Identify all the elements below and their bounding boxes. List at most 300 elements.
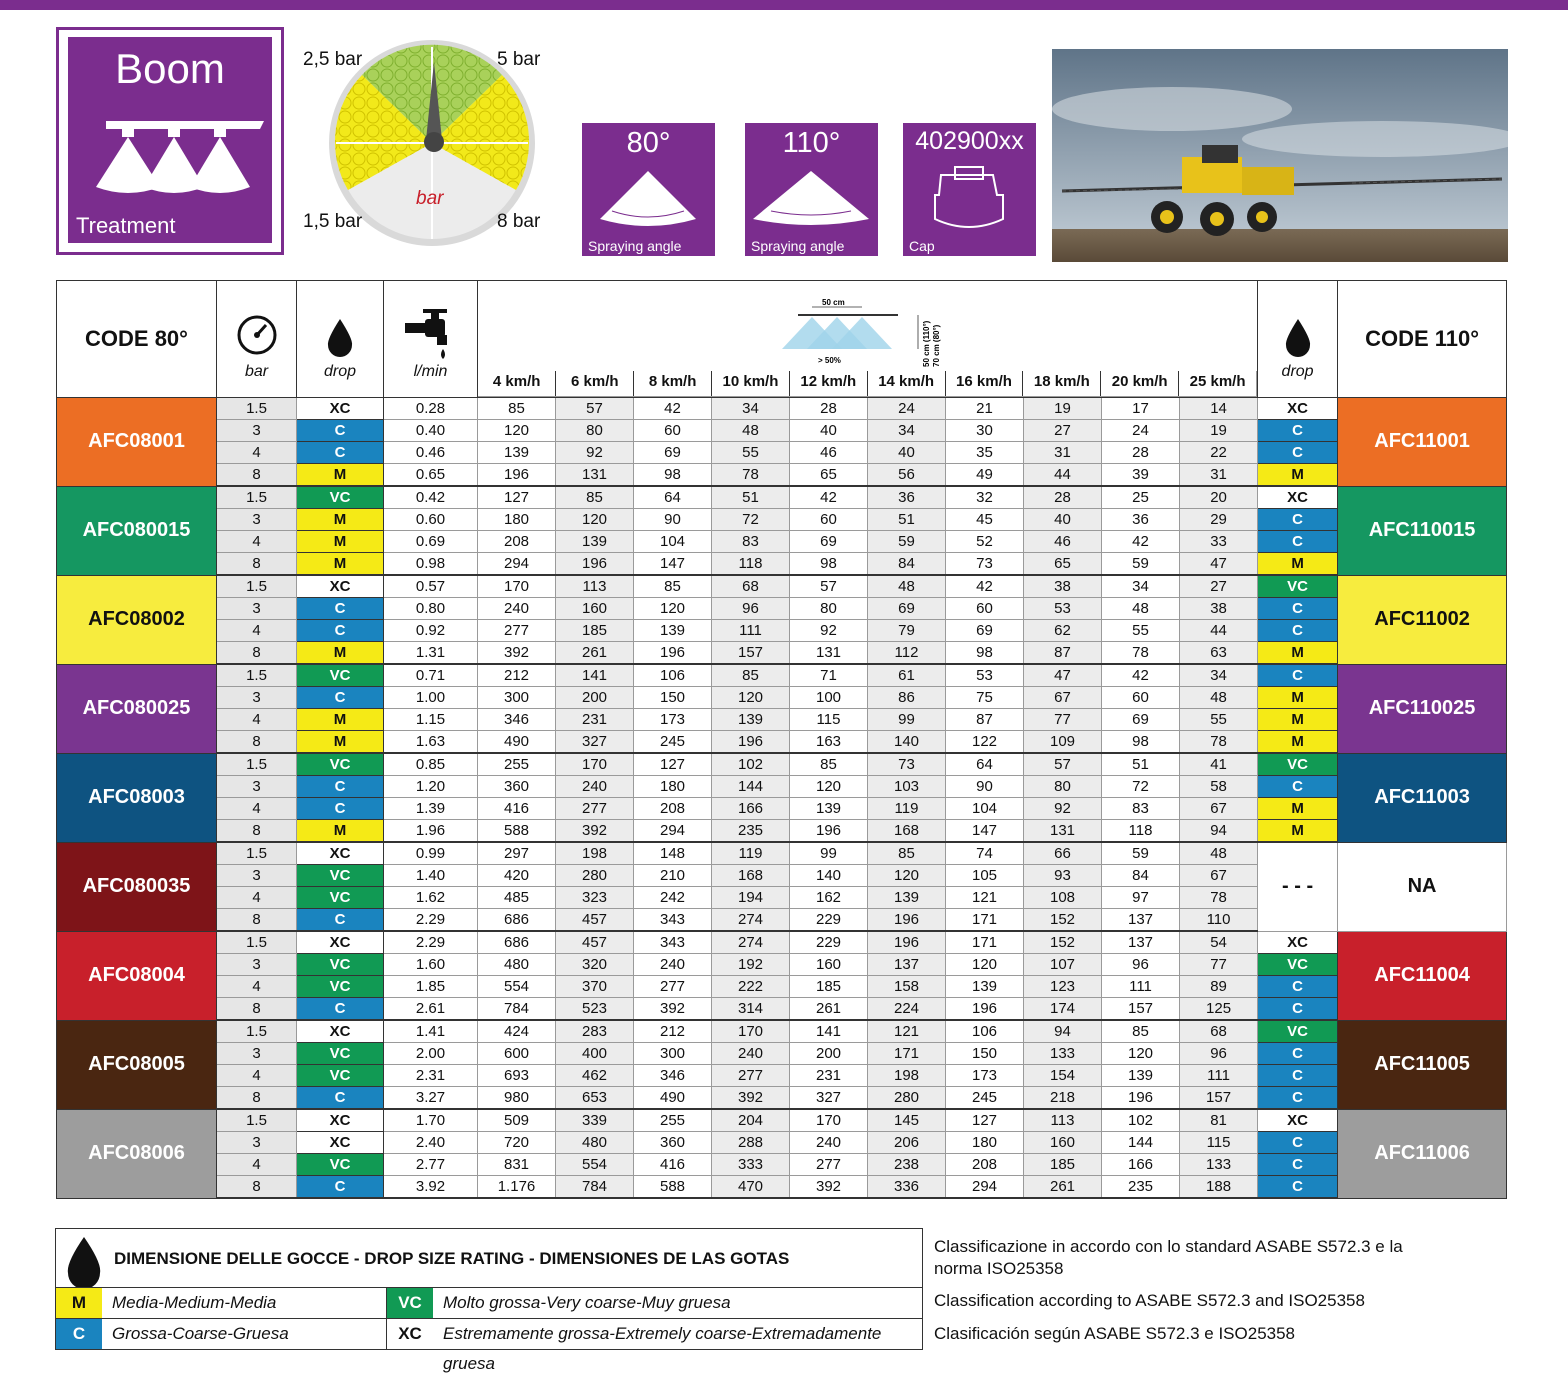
spray-angle-80-label: Spraying angle bbox=[588, 238, 682, 254]
application-rate-cell: 118 bbox=[712, 553, 790, 576]
code-110-header: CODE 110° bbox=[1338, 281, 1507, 398]
application-rate-cell: 89 bbox=[1180, 976, 1258, 998]
application-rate-cell: 294 bbox=[946, 1176, 1024, 1199]
application-rate-cell: 255 bbox=[478, 753, 556, 776]
application-rate-cell: 288 bbox=[712, 1132, 790, 1154]
application-rate-cell: 31 bbox=[1024, 442, 1102, 464]
application-rate-cell: 127 bbox=[478, 486, 556, 509]
legend-medium bbox=[56, 1287, 386, 1318]
application-rate-cell: 102 bbox=[712, 753, 790, 776]
application-rate-cell: 35 bbox=[946, 442, 1024, 464]
flow-rate-cell: 0.28 bbox=[384, 398, 478, 420]
application-rate-cell: 240 bbox=[790, 1132, 868, 1154]
application-rate-cell: 99 bbox=[868, 709, 946, 731]
nozzle-code-80: AFC08005 bbox=[57, 1020, 217, 1109]
application-rate-cell: 980 bbox=[478, 1087, 556, 1110]
gauge-label-2-5bar: 2,5 bar bbox=[303, 49, 363, 70]
gauge-icon bbox=[232, 313, 282, 357]
application-rate-cell: 57 bbox=[1024, 753, 1102, 776]
pressure-cell: 1.5 bbox=[217, 664, 297, 687]
pressure-cell: 3 bbox=[217, 1043, 297, 1065]
legend-medium-text: Media-Medium-Media bbox=[112, 1293, 277, 1312]
application-rate-cell: 392 bbox=[634, 998, 712, 1021]
application-rate-cell: 54 bbox=[1180, 931, 1258, 954]
application-rate-cell: 200 bbox=[556, 687, 634, 709]
pressure-cell: 3 bbox=[217, 865, 297, 887]
drop-size-110-na: - - - bbox=[1258, 842, 1338, 931]
drop-size-80-cell: XC bbox=[297, 398, 384, 420]
application-rate-cell: 277 bbox=[556, 798, 634, 820]
application-rate-cell: 174 bbox=[1024, 998, 1102, 1021]
pressure-gauge bbox=[296, 40, 560, 255]
application-rate-cell: 127 bbox=[634, 753, 712, 776]
pressure-cell: 3 bbox=[217, 687, 297, 709]
flow-rate-cell: 0.99 bbox=[384, 842, 478, 865]
application-rate-cell: 462 bbox=[556, 1065, 634, 1087]
table-row bbox=[57, 709, 1507, 731]
drop-110-column-header bbox=[1258, 281, 1338, 398]
application-rate-cell: 693 bbox=[478, 1065, 556, 1087]
spacing-label: 50 cm bbox=[821, 298, 845, 307]
drop-size-80-cell: M bbox=[297, 709, 384, 731]
application-rate-cell: 93 bbox=[1024, 865, 1102, 887]
drop-size-110-cell: M bbox=[1258, 731, 1338, 754]
application-rate-cell: 28 bbox=[790, 398, 868, 420]
drop-size-110-cell: M bbox=[1258, 820, 1338, 843]
drop-size-80-cell: VC bbox=[297, 664, 384, 687]
application-rate-cell: 416 bbox=[634, 1154, 712, 1176]
application-rate-cell: 87 bbox=[1024, 642, 1102, 665]
application-rate-cell: 94 bbox=[1180, 820, 1258, 843]
application-rate-cell: 42 bbox=[790, 486, 868, 509]
application-rate-cell: 115 bbox=[1180, 1132, 1258, 1154]
application-rate-cell: 19 bbox=[1024, 398, 1102, 420]
application-rate-cell: 84 bbox=[868, 553, 946, 576]
application-rate-cell: 245 bbox=[946, 1087, 1024, 1110]
application-rate-cell: 240 bbox=[556, 776, 634, 798]
nozzle-code-110: AFC11002 bbox=[1338, 575, 1507, 664]
table-row bbox=[57, 531, 1507, 553]
application-rate-cell: 480 bbox=[478, 954, 556, 976]
application-rate-cell: 196 bbox=[790, 820, 868, 843]
application-rate-cell: 192 bbox=[712, 954, 790, 976]
table-row bbox=[57, 998, 1507, 1021]
application-rate-cell: 80 bbox=[790, 598, 868, 620]
application-rate-cell: 416 bbox=[478, 798, 556, 820]
application-rate-cell: 294 bbox=[634, 820, 712, 843]
application-rate-cell: 51 bbox=[868, 509, 946, 531]
application-rate-cell: 44 bbox=[1024, 464, 1102, 487]
application-rate-cell: 231 bbox=[556, 709, 634, 731]
speed-16: 16 km/h bbox=[945, 371, 1023, 397]
nozzle-flow-table bbox=[56, 280, 1507, 1199]
legend-extremely-coarse-key: XC bbox=[398, 1324, 422, 1343]
application-rate-cell: 72 bbox=[712, 509, 790, 531]
application-rate-cell: 122 bbox=[946, 731, 1024, 754]
application-rate-cell: 98 bbox=[634, 464, 712, 487]
application-rate-cell: 160 bbox=[1024, 1132, 1102, 1154]
application-rate-cell: 55 bbox=[1180, 709, 1258, 731]
application-rate-cell: 210 bbox=[634, 865, 712, 887]
application-rate-cell: 240 bbox=[712, 1043, 790, 1065]
application-rate-cell: 69 bbox=[634, 442, 712, 464]
application-rate-cell: 69 bbox=[1102, 709, 1180, 731]
pressure-cell: 3 bbox=[217, 509, 297, 531]
application-rate-cell: 208 bbox=[946, 1154, 1024, 1176]
application-rate-cell: 46 bbox=[1024, 531, 1102, 553]
application-rate-cell: 152 bbox=[1024, 931, 1102, 954]
application-rate-cell: 346 bbox=[634, 1065, 712, 1087]
application-rate-cell: 686 bbox=[478, 931, 556, 954]
application-rate-cell: 47 bbox=[1180, 553, 1258, 576]
application-rate-cell: 96 bbox=[1180, 1043, 1258, 1065]
pressure-cell: 8 bbox=[217, 1176, 297, 1199]
spray-angle-110-label: Spraying angle bbox=[751, 238, 845, 254]
speed-18: 18 km/h bbox=[1023, 371, 1101, 397]
drop-size-80-cell: XC bbox=[297, 1132, 384, 1154]
drop-size-80-cell: M bbox=[297, 464, 384, 487]
application-rate-cell: 166 bbox=[1102, 1154, 1180, 1176]
application-rate-cell: 245 bbox=[634, 731, 712, 754]
application-rate-cell: 1.176 bbox=[478, 1176, 556, 1199]
application-rate-cell: 185 bbox=[1024, 1154, 1102, 1176]
application-rate-cell: 212 bbox=[634, 1020, 712, 1043]
flow-rate-cell: 2.31 bbox=[384, 1065, 478, 1087]
application-rate-cell: 59 bbox=[1102, 842, 1180, 865]
application-rate-cell: 64 bbox=[634, 486, 712, 509]
application-rate-cell: 40 bbox=[790, 420, 868, 442]
application-rate-cell: 33 bbox=[1180, 531, 1258, 553]
speed-14: 14 km/h bbox=[867, 371, 945, 397]
application-rate-cell: 255 bbox=[634, 1109, 712, 1132]
nozzle-code-80: AFC08003 bbox=[57, 753, 217, 842]
drop-size-110-cell: M bbox=[1258, 798, 1338, 820]
application-rate-cell: 61 bbox=[868, 664, 946, 687]
application-rate-cell: 25 bbox=[1102, 486, 1180, 509]
application-rate-cell: 168 bbox=[712, 865, 790, 887]
application-rate-cell: 41 bbox=[1180, 753, 1258, 776]
gauge-label-8bar: 8 bar bbox=[497, 211, 541, 232]
application-rate-cell: 85 bbox=[790, 753, 868, 776]
nozzle-code-80: AFC08001 bbox=[57, 398, 217, 487]
application-rate-cell: 400 bbox=[556, 1043, 634, 1065]
overlap-label: > 50% bbox=[817, 356, 841, 365]
nozzle-code-110: AFC11006 bbox=[1338, 1109, 1507, 1198]
application-rate-cell: 90 bbox=[946, 776, 1024, 798]
application-rate-cell: 600 bbox=[478, 1043, 556, 1065]
nozzle-code-110: AFC110015 bbox=[1338, 486, 1507, 575]
application-rate-cell: 77 bbox=[1024, 709, 1102, 731]
application-rate-cell: 30 bbox=[946, 420, 1024, 442]
drop-size-80-cell: C bbox=[297, 1176, 384, 1199]
application-rate-cell: 141 bbox=[790, 1020, 868, 1043]
application-rate-cell: 34 bbox=[1102, 575, 1180, 598]
flow-rate-cell: 0.57 bbox=[384, 575, 478, 598]
drop-size-110-cell: C bbox=[1258, 1132, 1338, 1154]
application-rate-cell: 67 bbox=[1180, 798, 1258, 820]
flow-rate-cell: 1.31 bbox=[384, 642, 478, 665]
application-rate-cell: 59 bbox=[868, 531, 946, 553]
application-rate-cell: 831 bbox=[478, 1154, 556, 1176]
drop-size-110-cell: M bbox=[1258, 709, 1338, 731]
application-rate-cell: 118 bbox=[1102, 820, 1180, 843]
application-rate-cell: 92 bbox=[556, 442, 634, 464]
application-rate-cell: 69 bbox=[790, 531, 868, 553]
application-rate-cell: 38 bbox=[1180, 598, 1258, 620]
legend-coarse-text: Grossa-Coarse-Gruesa bbox=[112, 1324, 289, 1343]
flow-rate-cell: 2.29 bbox=[384, 931, 478, 954]
application-rate-cell: 119 bbox=[868, 798, 946, 820]
application-rate-cell: 121 bbox=[946, 887, 1024, 909]
table-row bbox=[57, 575, 1507, 598]
application-rate-cell: 170 bbox=[556, 753, 634, 776]
application-rate-cell: 261 bbox=[790, 998, 868, 1021]
application-rate-cell: 98 bbox=[946, 642, 1024, 665]
application-rate-cell: 80 bbox=[1024, 776, 1102, 798]
table-row bbox=[57, 687, 1507, 709]
drop-size-80-cell: VC bbox=[297, 865, 384, 887]
drop-size-80-cell: XC bbox=[297, 575, 384, 598]
application-rate-cell: 17 bbox=[1102, 398, 1180, 420]
pressure-cell: 1.5 bbox=[217, 486, 297, 509]
application-rate-cell: 84 bbox=[1102, 865, 1180, 887]
application-rate-cell: 200 bbox=[790, 1043, 868, 1065]
application-rate-cell: 59 bbox=[1102, 553, 1180, 576]
table-row bbox=[57, 798, 1507, 820]
application-rate-cell: 163 bbox=[790, 731, 868, 754]
application-rate-cell: 196 bbox=[868, 931, 946, 954]
spray-angle-80-tile bbox=[582, 123, 715, 256]
application-rate-cell: 28 bbox=[1102, 442, 1180, 464]
drop-size-110-cell: XC bbox=[1258, 931, 1338, 954]
drop-size-80-cell: M bbox=[297, 553, 384, 576]
application-rate-cell: 180 bbox=[634, 776, 712, 798]
table-row bbox=[57, 642, 1507, 665]
application-rate-cell: 588 bbox=[478, 820, 556, 843]
application-rate-cell: 360 bbox=[634, 1132, 712, 1154]
nozzle-code-80: AFC080015 bbox=[57, 486, 217, 575]
application-rate-cell: 60 bbox=[634, 420, 712, 442]
application-rate-cell: 36 bbox=[1102, 509, 1180, 531]
drop-size-110-cell: M bbox=[1258, 464, 1338, 487]
application-rate-cell: 120 bbox=[946, 954, 1024, 976]
application-rate-cell: 784 bbox=[478, 998, 556, 1021]
application-rate-cell: 48 bbox=[868, 575, 946, 598]
application-rate-cell: 139 bbox=[946, 976, 1024, 998]
table-row bbox=[57, 553, 1507, 576]
table-row bbox=[57, 664, 1507, 687]
application-rate-cell: 120 bbox=[712, 687, 790, 709]
application-rate-cell: 131 bbox=[790, 642, 868, 665]
speed-columns-header bbox=[478, 281, 1258, 398]
nozzle-code-80: AFC08006 bbox=[57, 1109, 217, 1198]
application-rate-cell: 45 bbox=[946, 509, 1024, 531]
application-rate-cell: 173 bbox=[634, 709, 712, 731]
application-rate-cell: 69 bbox=[946, 620, 1024, 642]
drop-size-110-cell: C bbox=[1258, 420, 1338, 442]
application-rate-cell: 123 bbox=[1024, 976, 1102, 998]
flow-rate-cell: 1.00 bbox=[384, 687, 478, 709]
application-rate-cell: 185 bbox=[790, 976, 868, 998]
application-rate-cell: 277 bbox=[790, 1154, 868, 1176]
flow-rate-cell: 1.63 bbox=[384, 731, 478, 754]
application-rate-cell: 112 bbox=[868, 642, 946, 665]
boom-treatment-tile bbox=[56, 27, 284, 255]
application-rate-cell: 24 bbox=[868, 398, 946, 420]
application-rate-cell: 48 bbox=[1102, 598, 1180, 620]
application-rate-cell: 196 bbox=[1102, 1087, 1180, 1110]
flow-rate-cell: 1.70 bbox=[384, 1109, 478, 1132]
application-rate-cell: 42 bbox=[1102, 664, 1180, 687]
application-rate-cell: 485 bbox=[478, 887, 556, 909]
flow-rate-cell: 0.85 bbox=[384, 753, 478, 776]
application-rate-cell: 229 bbox=[790, 909, 868, 932]
drop-size-110-cell: XC bbox=[1258, 1109, 1338, 1132]
flow-rate-cell: 0.42 bbox=[384, 486, 478, 509]
cap-tile bbox=[903, 123, 1036, 256]
table-row bbox=[57, 1065, 1507, 1087]
drop-size-80-cell: M bbox=[297, 531, 384, 553]
application-rate-cell: 370 bbox=[556, 976, 634, 998]
application-rate-cell: 96 bbox=[1102, 954, 1180, 976]
table-row bbox=[57, 1176, 1507, 1199]
code-80-header: CODE 80° bbox=[57, 281, 217, 398]
pressure-cell: 8 bbox=[217, 642, 297, 665]
pressure-cell: 4 bbox=[217, 1065, 297, 1087]
table-row bbox=[57, 1109, 1507, 1132]
application-rate-cell: 106 bbox=[634, 664, 712, 687]
flow-rate-cell: 1.39 bbox=[384, 798, 478, 820]
table-row bbox=[57, 486, 1507, 509]
application-rate-cell: 65 bbox=[1024, 553, 1102, 576]
table-row bbox=[57, 1132, 1507, 1154]
application-rate-cell: 171 bbox=[946, 909, 1024, 932]
drop-size-110-cell: C bbox=[1258, 1087, 1338, 1110]
application-rate-cell: 196 bbox=[634, 642, 712, 665]
application-rate-cell: 111 bbox=[712, 620, 790, 642]
application-rate-cell: 294 bbox=[478, 553, 556, 576]
application-rate-cell: 113 bbox=[556, 575, 634, 598]
flow-rate-cell: 2.40 bbox=[384, 1132, 478, 1154]
lmin-column-header bbox=[384, 281, 478, 398]
spray-fan-110-icon bbox=[745, 123, 878, 256]
application-rate-cell: 105 bbox=[946, 865, 1024, 887]
table-row bbox=[57, 731, 1507, 754]
flow-rate-cell: 3.92 bbox=[384, 1176, 478, 1199]
gauge-label-5bar: 5 bar bbox=[497, 49, 541, 70]
application-rate-cell: 65 bbox=[790, 464, 868, 487]
application-rate-cell: 261 bbox=[556, 642, 634, 665]
application-rate-cell: 168 bbox=[868, 820, 946, 843]
drop-size-80-cell: C bbox=[297, 798, 384, 820]
cap-code: 402900xx bbox=[915, 127, 1024, 155]
flow-rate-cell: 1.15 bbox=[384, 709, 478, 731]
application-rate-cell: 86 bbox=[868, 687, 946, 709]
speed-25: 25 km/h bbox=[1179, 371, 1257, 397]
application-rate-cell: 19 bbox=[1180, 420, 1258, 442]
application-rate-cell: 87 bbox=[946, 709, 1024, 731]
application-rate-cell: 240 bbox=[634, 954, 712, 976]
legend-coarse bbox=[56, 1318, 386, 1349]
application-rate-cell: 60 bbox=[946, 598, 1024, 620]
application-rate-cell: 60 bbox=[790, 509, 868, 531]
application-rate-cell: 139 bbox=[634, 620, 712, 642]
legend-very-coarse bbox=[386, 1287, 923, 1318]
application-rate-cell: 72 bbox=[1102, 776, 1180, 798]
application-rate-cell: 392 bbox=[556, 820, 634, 843]
application-rate-cell: 120 bbox=[556, 509, 634, 531]
application-rate-cell: 78 bbox=[1102, 642, 1180, 665]
application-rate-cell: 63 bbox=[1180, 642, 1258, 665]
application-rate-cell: 83 bbox=[712, 531, 790, 553]
drop-size-110-cell: M bbox=[1258, 642, 1338, 665]
application-rate-cell: 523 bbox=[556, 998, 634, 1021]
drop-size-110-cell: VC bbox=[1258, 575, 1338, 598]
pressure-cell: 4 bbox=[217, 1154, 297, 1176]
drop-size-80-cell: XC bbox=[297, 1020, 384, 1043]
application-rate-cell: 133 bbox=[1180, 1154, 1258, 1176]
application-rate-cell: 162 bbox=[790, 887, 868, 909]
drop-icon bbox=[325, 317, 355, 357]
nozzle-code-110: AFC11005 bbox=[1338, 1020, 1507, 1109]
application-rate-cell: 157 bbox=[712, 642, 790, 665]
application-rate-cell: 97 bbox=[1102, 887, 1180, 909]
sprayer-tractor-image bbox=[1052, 49, 1508, 262]
drop-size-110-cell: VC bbox=[1258, 954, 1338, 976]
application-rate-cell: 196 bbox=[556, 553, 634, 576]
application-rate-cell: 85 bbox=[868, 842, 946, 865]
application-rate-cell: 261 bbox=[1024, 1176, 1102, 1199]
application-rate-cell: 46 bbox=[790, 442, 868, 464]
pressure-cell: 4 bbox=[217, 442, 297, 464]
application-rate-cell: 229 bbox=[790, 931, 868, 954]
legend-medium-key: M bbox=[56, 1288, 102, 1318]
pressure-cell: 8 bbox=[217, 820, 297, 843]
application-rate-cell: 92 bbox=[790, 620, 868, 642]
application-rate-cell: 111 bbox=[1180, 1065, 1258, 1087]
top-accent-bar bbox=[0, 0, 1568, 10]
flow-rate-cell: 2.29 bbox=[384, 909, 478, 932]
application-rate-cell: 196 bbox=[868, 909, 946, 932]
drop-size-80-cell: C bbox=[297, 420, 384, 442]
drop-size-legend bbox=[55, 1228, 923, 1373]
application-rate-cell: 170 bbox=[790, 1109, 868, 1132]
application-rate-cell: 170 bbox=[712, 1020, 790, 1043]
application-rate-cell: 327 bbox=[790, 1087, 868, 1110]
flow-rate-cell: 0.80 bbox=[384, 598, 478, 620]
application-rate-cell: 170 bbox=[478, 575, 556, 598]
drop-size-80-cell: XC bbox=[297, 931, 384, 954]
application-rate-cell: 42 bbox=[946, 575, 1024, 598]
drop-size-80-cell: C bbox=[297, 998, 384, 1021]
application-rate-cell: 52 bbox=[946, 531, 1024, 553]
application-rate-cell: 196 bbox=[712, 731, 790, 754]
application-rate-cell: 55 bbox=[1102, 620, 1180, 642]
application-rate-cell: 24 bbox=[1102, 420, 1180, 442]
application-rate-cell: 171 bbox=[946, 931, 1024, 954]
application-rate-cell: 277 bbox=[712, 1065, 790, 1087]
drop-size-80-cell: XC bbox=[297, 842, 384, 865]
application-rate-cell: 111 bbox=[1102, 976, 1180, 998]
application-rate-cell: 333 bbox=[712, 1154, 790, 1176]
nozzle-code-110: NA bbox=[1338, 842, 1507, 931]
application-rate-cell: 34 bbox=[1180, 664, 1258, 687]
application-rate-cell: 56 bbox=[868, 464, 946, 487]
application-rate-cell: 68 bbox=[1180, 1020, 1258, 1043]
table-row bbox=[57, 976, 1507, 998]
drop-size-80-cell: XC bbox=[297, 1109, 384, 1132]
drop-size-110-cell: C bbox=[1258, 998, 1338, 1021]
